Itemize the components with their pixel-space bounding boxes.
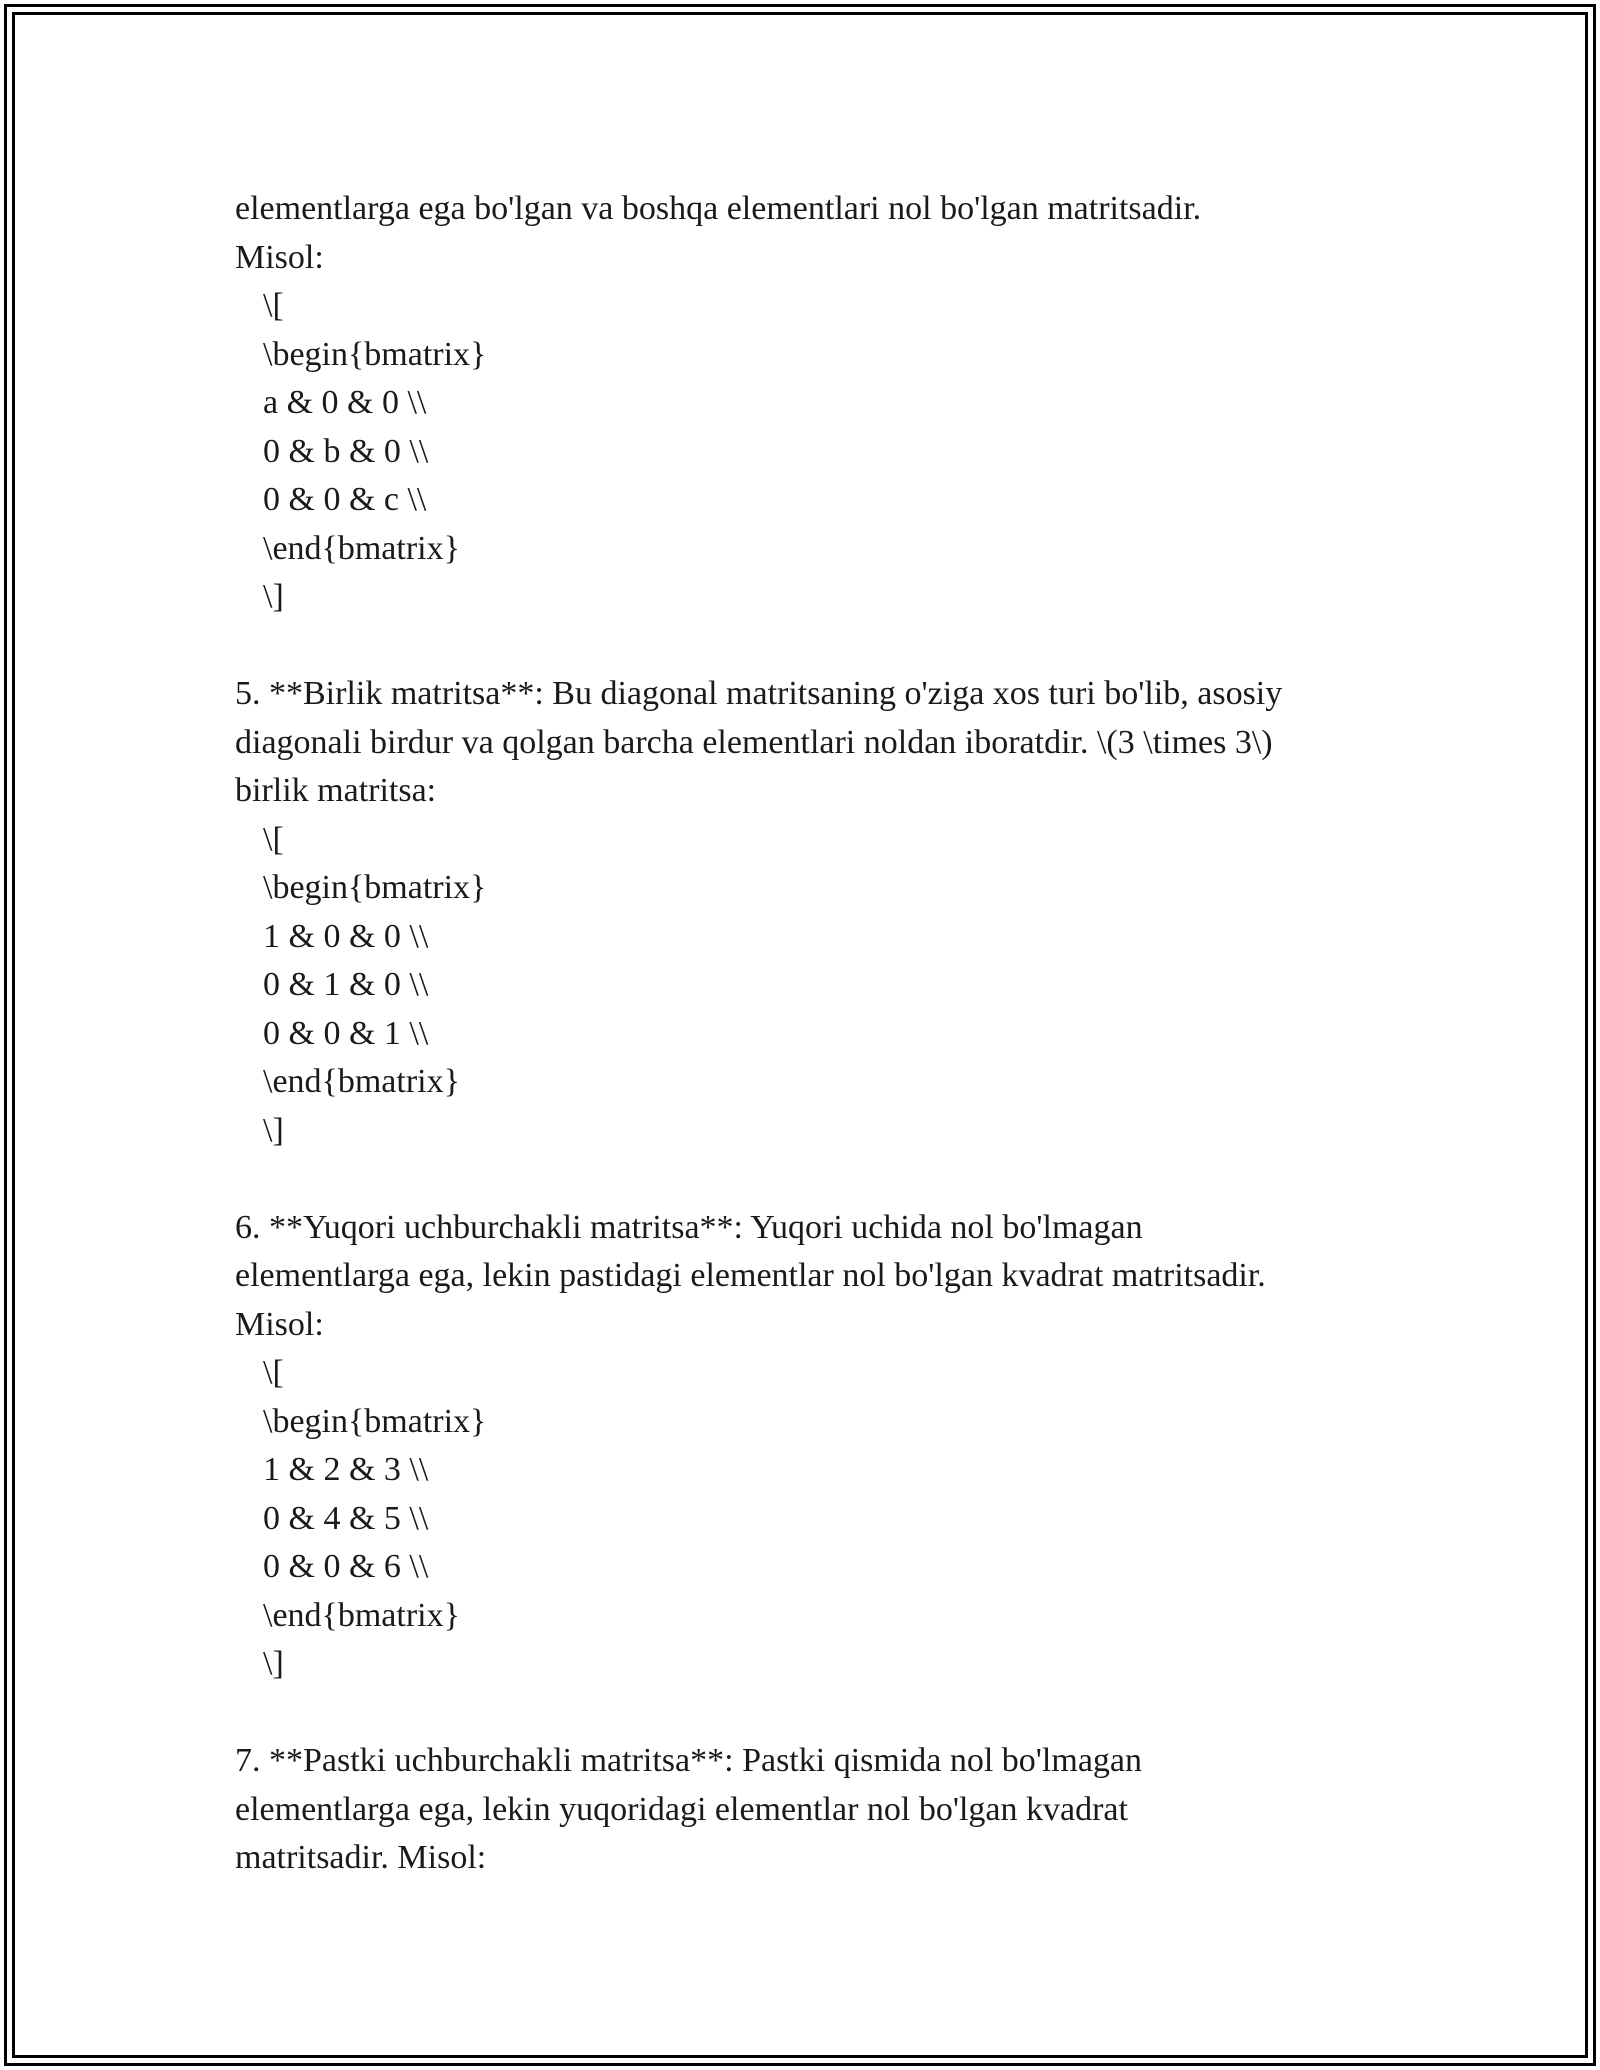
latex-line: 1 & 2 & 3 \\ (263, 1451, 429, 1488)
latex-line: \end{bmatrix} (263, 529, 460, 567)
text-line: 5. **Birlik matritsa**: Bu diagonal matritsaning o'ziga xos turi bo'lib, asosiy (235, 675, 1283, 712)
text-line: Misol: (235, 1305, 324, 1343)
latex-line: a & 0 & 0 \\ (263, 384, 427, 421)
latex-line: \begin{bmatrix} (263, 869, 487, 906)
latex-line: 0 & b & 0 \\ (263, 432, 429, 470)
latex-line: \[ (263, 1354, 284, 1391)
latex-line: 0 & 1 & 0 \\ (263, 966, 429, 1003)
latex-line: \end{bmatrix} (263, 1596, 460, 1634)
text-line: Misol: (235, 238, 324, 276)
latex-line: 0 & 0 & c \\ (263, 481, 427, 518)
latex-line: \begin{bmatrix} (263, 1402, 487, 1440)
latex-line: \[ (263, 287, 284, 324)
blank-line (235, 1689, 1415, 1738)
latex-line: 1 & 0 & 0 \\ (263, 917, 429, 955)
blank-line (235, 1155, 1415, 1204)
latex-line: \end{bmatrix} (263, 1063, 460, 1100)
text-line: elementlarga ega, lekin pastidagi elementlar nol bo'lgan kvadrat matritsadir. (235, 1257, 1266, 1294)
text-line: diagonali birdur va qolgan barcha elementlari noldan iboratdir. \(3 \times 3\) (235, 723, 1273, 761)
latex-line: \] (263, 1645, 284, 1682)
latex-line: \[ (263, 820, 284, 858)
latex-line: 0 & 0 & 6 \\ (263, 1548, 429, 1585)
latex-line: 0 & 4 & 5 \\ (263, 1499, 429, 1537)
text-line: matritsadir. Misol: (235, 1839, 487, 1876)
text-line: elementlarga ega bo'lgan va boshqa elementlari nol bo'lgan matritsadir. (235, 190, 1202, 227)
latex-line: \] (263, 578, 284, 615)
text-line: 7. **Pastki uchburchakli matritsa**: Pastki qismida nol bo'lmagan (235, 1742, 1143, 1779)
blank-line (235, 622, 1415, 671)
latex-line: \] (263, 1111, 284, 1149)
text-line: elementlarga ega, lekin yuqoridagi elementlar nol bo'lgan kvadrat (235, 1790, 1128, 1828)
text-line: 6. **Yuqori uchburchakli matritsa**: Yuqori uchida nol bo'lmagan (235, 1208, 1143, 1246)
text-line: birlik matritsa: (235, 772, 437, 809)
latex-line: \begin{bmatrix} (263, 335, 487, 373)
document-body (235, 185, 1415, 1883)
latex-line: 0 & 0 & 1 \\ (263, 1014, 429, 1052)
